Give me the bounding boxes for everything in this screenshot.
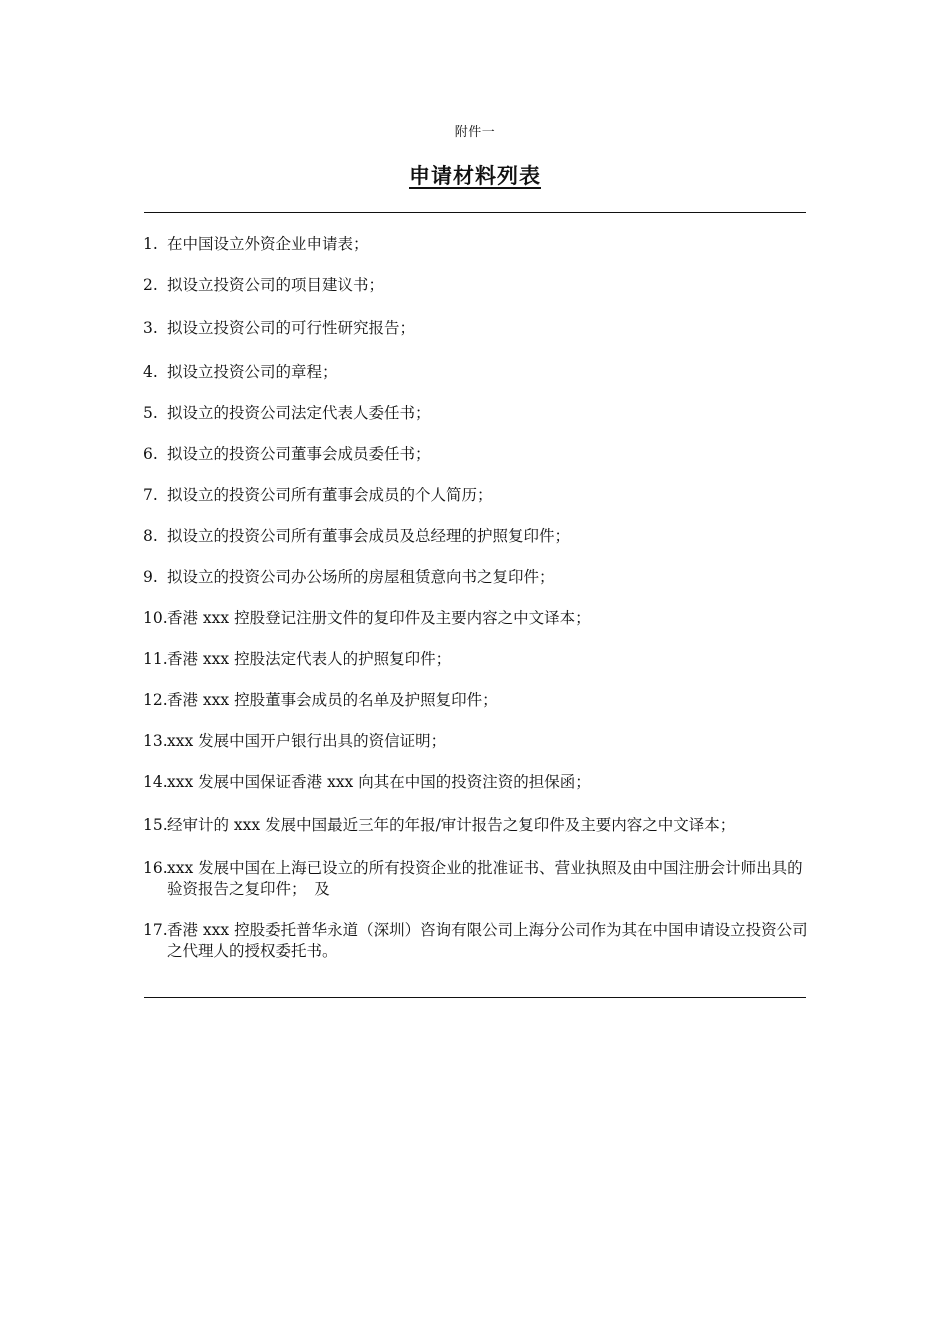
item-number: 7. xyxy=(143,486,158,504)
item-number: 10. xyxy=(143,609,168,627)
list-item xyxy=(143,403,811,424)
item-text: 拟设立的投资公司法定代表人委任书； xyxy=(167,404,431,422)
item-text: 香港 xxx 控股董事会成员的名单及护照复印件； xyxy=(167,691,498,709)
list-item xyxy=(143,526,811,547)
item-number: 15. xyxy=(143,816,168,834)
list-item xyxy=(143,920,811,962)
item-number: 17. xyxy=(143,921,168,939)
list-item xyxy=(143,731,811,752)
item-number: 8. xyxy=(143,527,158,545)
item-number: 5. xyxy=(143,404,158,422)
item-text: xxx 发展中国保证香港 xxx 向其在中国的投资注资的担保函； xyxy=(167,773,591,791)
item-text: 经审计的 xxx 发展中国最近三年的年报/审计报告之复印件及主要内容之中文译本； xyxy=(167,816,736,834)
item-text: 香港 xxx 控股法定代表人的护照复印件； xyxy=(167,650,452,668)
item-text: 拟设立的投资公司所有董事会成员及总经理的护照复印件； xyxy=(167,527,571,545)
item-number: 12. xyxy=(143,691,168,709)
page-title: 申请材料列表 xyxy=(409,163,541,188)
list-item xyxy=(143,608,811,629)
attachment-label: 附件一 xyxy=(454,125,496,140)
list-item xyxy=(143,444,811,465)
list-item xyxy=(143,690,811,711)
list-item xyxy=(143,234,811,255)
item-number: 16. xyxy=(143,859,168,877)
list-item xyxy=(143,485,811,506)
item-text: 香港 xxx 控股登记注册文件的复印件及主要内容之中文译本； xyxy=(167,609,591,627)
item-number: 3. xyxy=(143,319,158,337)
list-item xyxy=(143,275,811,296)
item-text: xxx 发展中国开户银行出具的资信证明； xyxy=(167,732,447,750)
item-number: 14. xyxy=(143,773,168,791)
item-text: 拟设立的投资公司办公场所的房屋租赁意向书之复印件； xyxy=(167,568,555,586)
list-item xyxy=(143,815,811,836)
item-text: xxx 发展中国在上海已设立的所有投资企业的批准证书、营业执照及由中国注册会计师出具的验资报告之复印件； 及 xyxy=(167,859,803,898)
bottom-divider xyxy=(144,997,806,998)
list-item xyxy=(143,567,811,588)
top-divider xyxy=(144,212,806,213)
item-text: 拟设立投资公司的章程； xyxy=(167,363,338,381)
list-item xyxy=(143,772,811,793)
item-text: 拟设立投资公司的项目建议书； xyxy=(167,276,385,294)
item-number: 1. xyxy=(143,235,158,253)
item-number: 9. xyxy=(143,568,158,586)
item-text: 在中国设立外资企业申请表； xyxy=(167,235,369,253)
item-number: 13. xyxy=(143,732,168,750)
list-item xyxy=(143,362,811,383)
item-number: 4. xyxy=(143,363,158,381)
item-number: 2. xyxy=(143,276,158,294)
item-text: 香港 xxx 控股委托普华永道（深圳）咨询有限公司上海分公司作为其在中国申请设立投资公司之代理人的授权委托书。 xyxy=(167,921,808,960)
item-number: 6. xyxy=(143,445,158,463)
item-text: 拟设立的投资公司所有董事会成员的个人简历； xyxy=(167,486,493,504)
materials-list xyxy=(143,234,811,982)
list-item xyxy=(143,858,811,900)
item-text: 拟设立的投资公司董事会成员委任书； xyxy=(167,445,431,463)
item-number: 11. xyxy=(143,650,168,668)
item-text: 拟设立投资公司的可行性研究报告； xyxy=(167,319,416,337)
list-item xyxy=(143,649,811,670)
list-item xyxy=(143,318,811,339)
